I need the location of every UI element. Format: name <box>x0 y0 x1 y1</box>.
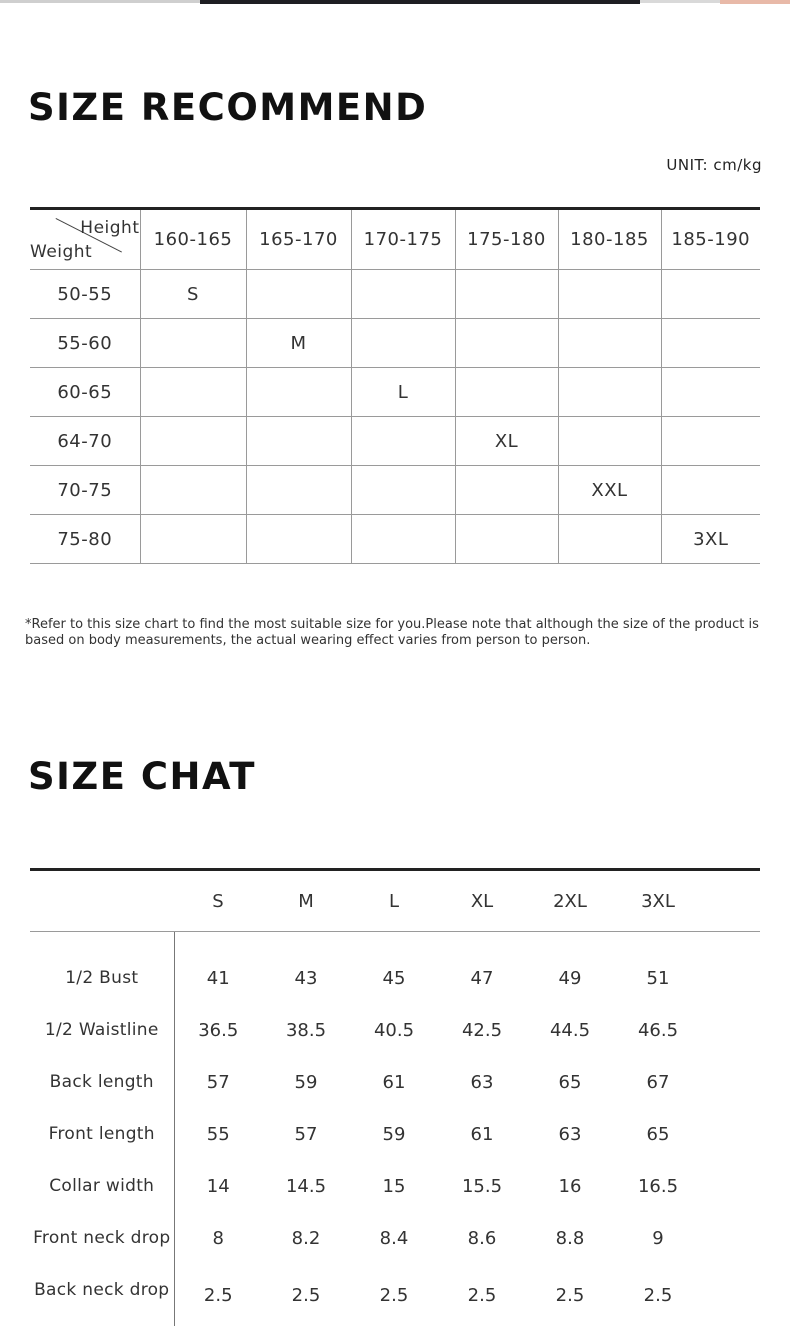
measurement-value: 57 <box>206 1071 230 1093</box>
size-cell: M <box>246 319 351 368</box>
measurement-value: 2.5 <box>643 1284 673 1306</box>
size-cell <box>558 515 661 564</box>
measurement-value: 9 <box>652 1227 664 1249</box>
measurement-value: 8.4 <box>379 1227 409 1249</box>
weight-row <box>30 368 760 417</box>
size-cell <box>455 319 558 368</box>
measurement-value: 57 <box>294 1123 318 1145</box>
measurement-value: 15 <box>382 1175 406 1197</box>
corner-height-label: Height <box>80 218 140 238</box>
size-cell <box>455 466 558 515</box>
height-range-header: 175-180 <box>455 209 558 270</box>
size-cell: XL <box>455 417 558 466</box>
height-range-header: 165-170 <box>246 209 351 270</box>
measurement-label: Back neck drop <box>30 1264 174 1326</box>
measurement-value: 2.5 <box>203 1284 233 1306</box>
measurement-value: 36.5 <box>198 1019 239 1041</box>
size-cell <box>558 270 661 319</box>
size-cell <box>351 270 455 319</box>
corner-weight-label: Weight <box>30 242 93 262</box>
weight-row <box>30 270 760 319</box>
measurement-value: 15.5 <box>461 1175 503 1197</box>
size-cell <box>455 368 558 417</box>
size-cell <box>661 270 760 319</box>
measurement-row <box>30 1004 760 1056</box>
measurement-row <box>30 932 760 1005</box>
weight-range-cell: 75-80 <box>30 515 140 564</box>
measurement-value: 44.5 <box>549 1019 591 1041</box>
size-cell <box>246 466 351 515</box>
measurement-value: 61 <box>470 1123 494 1145</box>
size-cell <box>661 466 760 515</box>
weight-range-cell: 60-65 <box>30 368 140 417</box>
size-cell <box>455 270 558 319</box>
height-header-row <box>30 209 760 270</box>
size-cell <box>246 368 351 417</box>
weight-row <box>30 466 760 515</box>
size-header: 2XL <box>526 870 614 932</box>
size-cell <box>246 270 351 319</box>
measurement-value: 65 <box>646 1123 670 1145</box>
weight-range-cell: 64-70 <box>30 417 140 466</box>
measurement-value: 41 <box>206 967 230 989</box>
size-cell: L <box>351 368 455 417</box>
measurement-value: 49 <box>558 967 582 989</box>
measurement-value: 67 <box>646 1071 670 1093</box>
measurement-value: 65 <box>558 1071 582 1093</box>
measurement-label: Front neck drop <box>30 1212 174 1264</box>
measurement-label: Front length <box>30 1108 174 1160</box>
size-chart-title: SIZE CHAT <box>28 755 257 798</box>
measurement-value: 63 <box>558 1123 582 1145</box>
size-cell <box>661 319 760 368</box>
size-cell <box>558 368 661 417</box>
measurement-value: 40.5 <box>373 1019 415 1041</box>
size-cell <box>351 319 455 368</box>
measurement-value: 2.5 <box>291 1284 321 1306</box>
height-range-header: 185-190 <box>661 209 760 270</box>
height-range-header: 160-165 <box>140 209 246 270</box>
measurement-value: 2.5 <box>379 1284 409 1306</box>
size-recommend-table <box>30 207 760 564</box>
size-cell <box>351 515 455 564</box>
size-header: M <box>262 870 350 932</box>
size-cell <box>246 515 351 564</box>
size-note: *Refer to this size chart to find the most suitable size for you.Please note that although the size of the product is based on body measurements, the actual wearing effect varies from person to person. <box>25 617 759 648</box>
measurement-value: 8.8 <box>555 1227 585 1249</box>
size-cell <box>140 319 246 368</box>
size-cell <box>661 417 760 466</box>
measurement-value: 59 <box>382 1123 406 1145</box>
size-cell: XXL <box>558 466 661 515</box>
unit-label: UNIT: cm/kg <box>666 156 762 174</box>
measurement-value: 61 <box>382 1071 406 1093</box>
size-header: L <box>350 870 438 932</box>
measurement-value: 55 <box>206 1123 230 1145</box>
measurement-row <box>30 1056 760 1108</box>
size-cell <box>558 319 661 368</box>
measurement-value: 47 <box>470 967 494 989</box>
measurement-value: 63 <box>470 1071 494 1093</box>
empty-header-cell <box>702 870 760 932</box>
measurement-label: Collar width <box>30 1160 174 1212</box>
measurement-value: 8.2 <box>291 1227 321 1249</box>
weight-range-cell: 55-60 <box>30 319 140 368</box>
size-cell <box>351 466 455 515</box>
measurement-row <box>30 1264 760 1326</box>
measurement-label: 1/2 Waistline <box>30 1004 174 1056</box>
measurement-value: 59 <box>294 1071 318 1093</box>
measurement-value: 2.5 <box>467 1284 497 1306</box>
size-header-row <box>30 870 760 932</box>
weight-range-cell: 70-75 <box>30 466 140 515</box>
measurement-value: 2.5 <box>555 1284 585 1306</box>
size-cell <box>140 368 246 417</box>
size-cell <box>140 515 246 564</box>
measurement-value: 8 <box>212 1227 224 1249</box>
size-cell <box>455 515 558 564</box>
size-header: XL <box>438 870 526 932</box>
size-cell <box>140 417 246 466</box>
height-range-header: 180-185 <box>558 209 661 270</box>
measurement-value: 16 <box>558 1175 582 1197</box>
top-photo-strip <box>0 0 790 4</box>
weight-range-cell: 50-55 <box>30 270 140 319</box>
weight-row <box>30 417 760 466</box>
size-cell: 3XL <box>661 515 760 564</box>
measurement-value: 45 <box>382 967 406 989</box>
measurement-row <box>30 1160 760 1212</box>
empty-header-cell <box>30 870 174 932</box>
size-cell <box>351 417 455 466</box>
measurement-row <box>30 1212 760 1264</box>
measurement-value: 42.5 <box>461 1019 503 1041</box>
measurement-label: Back length <box>30 1056 174 1108</box>
weight-row <box>30 319 760 368</box>
size-cell <box>140 466 246 515</box>
size-cell <box>558 417 661 466</box>
measurement-label: 1/2 Bust <box>30 932 174 1005</box>
measurement-value: 46.5 <box>637 1019 679 1041</box>
size-cell <box>246 417 351 466</box>
height-range-header: 170-175 <box>351 209 455 270</box>
measurement-value: 8.6 <box>467 1227 497 1249</box>
measurement-value: 43 <box>294 967 318 989</box>
size-header: 3XL <box>614 870 702 932</box>
measurement-value: 38.5 <box>285 1019 327 1041</box>
weight-row <box>30 515 760 564</box>
size-cell: S <box>140 270 246 319</box>
measurement-row <box>30 1108 760 1160</box>
size-cell <box>661 368 760 417</box>
measurement-value: 51 <box>646 967 670 989</box>
measurement-value: 14.5 <box>285 1175 327 1197</box>
measurement-value: 14 <box>206 1175 230 1197</box>
corner-cell <box>30 209 140 270</box>
measurement-value: 16.5 <box>637 1175 679 1197</box>
size-recommend-title: SIZE RECOMMEND <box>28 86 428 129</box>
size-header: S <box>174 870 262 932</box>
size-chart-table <box>30 868 760 1326</box>
